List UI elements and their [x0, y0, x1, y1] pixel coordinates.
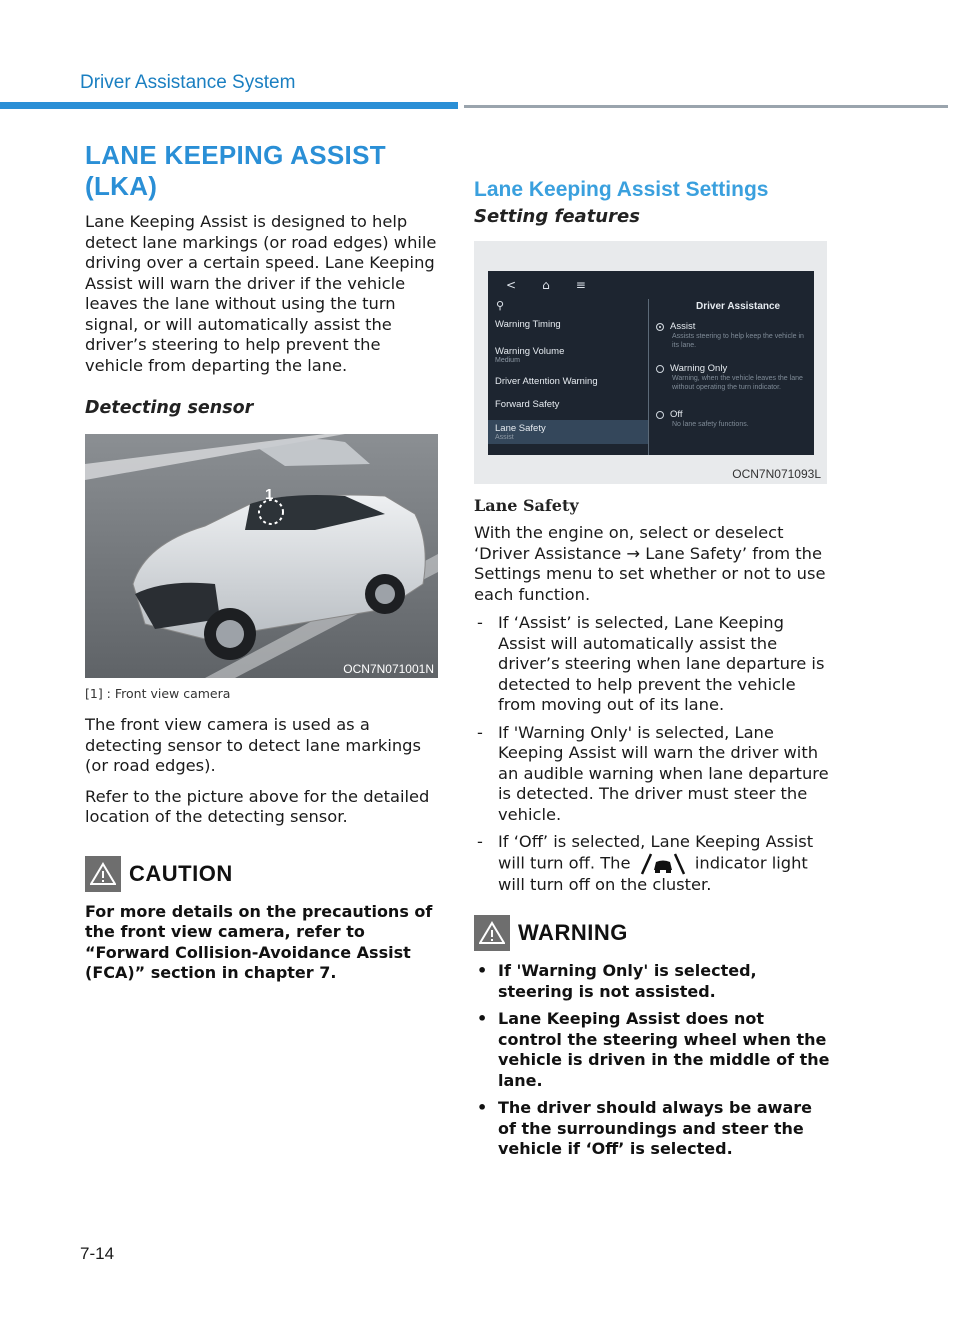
right-column	[474, 178, 830, 1167]
option-desc: Warning, when the vehicle leaves the lane without operating the turn indicator.	[672, 375, 803, 391]
option-desc: Assists steering to help keep the vehicle in its lane.	[672, 333, 804, 349]
header-rule	[464, 105, 948, 108]
option-label: Warning Only	[670, 363, 728, 374]
search-icon: ⚲	[496, 299, 505, 312]
list-item: - If 'Warning Only' is selected, Lane Keeping Assist will warn the driver with an audible warning when lane departure is detected. The driver must steer the vehicle.	[474, 723, 830, 826]
option-label: Off	[670, 409, 683, 420]
home-icon: ⌂	[542, 278, 550, 292]
radio-icon	[656, 411, 664, 419]
option-desc: No lane safety functions.	[672, 421, 749, 428]
list-item	[474, 832, 830, 895]
car-camera-image	[85, 434, 438, 678]
option-list	[474, 613, 830, 895]
menu-item-lane-safety-label: Lane Safety	[495, 423, 546, 434]
image-code: OCN7N071001N	[343, 662, 434, 676]
back-icon: <	[506, 278, 517, 292]
warning-box	[474, 915, 830, 1160]
lane-safety-paragraph: With the engine on, select or deselect ‘Driver Assistance → Lane Safety’ from the Settings menu to set whether or not to use each function.	[474, 523, 826, 604]
image-caption: [1] : Front view camera	[85, 686, 231, 701]
warning-item: • Lane Keeping Assist does not control the steering wheel when the vehicle is driven in the middle of the lane.	[474, 1009, 830, 1091]
settings-screen-image	[474, 241, 827, 484]
intro-paragraph: Lane Keeping Assist is designed to help detect lane markings (or road edges) while driving over a certain speed. Lane Keeping Assist will warn the driver if the vehicle leaves the lane without using the turn signal, or will automatically assist the driver’s steering to help prevent the vehicle from departing the lane.	[85, 212, 437, 375]
option-label: Assist	[670, 321, 696, 332]
warning-triangle-icon	[85, 856, 121, 892]
option-assist	[656, 321, 808, 350]
menu-item-lane-safety	[488, 420, 648, 444]
screen-title: Driver Assistance	[696, 301, 781, 312]
menu-item-lane-safety-sub: Assist	[495, 434, 514, 441]
infotainment-screen	[488, 271, 814, 455]
header-rule-accent	[0, 102, 458, 109]
setting-features-heading: Setting features	[474, 206, 640, 227]
settings-heading: Lane Keeping Assist Settings	[474, 178, 769, 201]
warning-title: WARNING	[518, 920, 628, 945]
page-number: 7-14	[80, 1244, 115, 1263]
screen-nav-bar	[488, 271, 814, 299]
caution-text: For more details on the precautions of the front view camera, refer to “Forward Collision-Avoidance Assist (FCA)” section in chapter 7.	[85, 901, 433, 982]
sensor-paragraph: The front view camera is used as a detecting sensor to detect lane markings (or road edges).	[85, 715, 421, 775]
screen-menu	[488, 299, 648, 455]
warning-triangle-icon	[474, 915, 510, 951]
radio-icon	[656, 365, 664, 373]
page-title: LANE KEEPING ASSIST (LKA)	[85, 140, 386, 201]
caution-box	[85, 856, 440, 984]
menu-item-warning-timing: Warning Timing	[495, 319, 561, 330]
car-illustration	[85, 434, 438, 678]
warning-item: • If 'Warning Only' is selected, steering is not assisted.	[474, 961, 830, 1002]
list-item: - If ‘Assist’ is selected, Lane Keeping Assist will automatically assist the driver’s steering when lane departure is detected to help prevent the vehicle from moving out of its lane.	[474, 613, 830, 716]
menu-icon: ≡	[575, 278, 586, 292]
warning-item: • The driver should always be aware of the surroundings and steer the vehicle if ‘Off’ is selected.	[474, 1098, 830, 1160]
list-item-text: If ‘Off’ is selected, Lane Keeping Assist will turn off. The	[498, 832, 814, 872]
warning-list	[474, 961, 830, 1160]
detecting-sensor-heading: Detecting sensor	[85, 398, 254, 418]
screen-divider	[648, 299, 649, 455]
image-code: OCN7N071093L	[732, 467, 821, 481]
caution-title: CAUTION	[129, 860, 233, 886]
lane-safety-heading: Lane Safety	[474, 496, 579, 515]
lane-keeping-indicator-icon	[638, 853, 688, 875]
refer-paragraph: Refer to the picture above for the detailed location of the detecting sensor.	[85, 786, 430, 826]
list-item-text: indicator light will turn off on the cluster.	[498, 853, 808, 894]
option-off	[656, 409, 808, 429]
menu-item-sub: Medium	[495, 357, 520, 364]
option-warning-only	[656, 363, 808, 392]
callout-1: 1	[265, 486, 274, 503]
menu-item-driver-attention: Driver Attention Warning	[495, 376, 598, 387]
radio-selected-icon	[656, 323, 664, 331]
menu-item-forward-safety: Forward Safety	[495, 399, 560, 410]
section-header: Driver Assistance System	[80, 72, 296, 93]
left-column	[85, 140, 440, 984]
menu-item-warning-volume: Warning Volume	[495, 346, 565, 357]
